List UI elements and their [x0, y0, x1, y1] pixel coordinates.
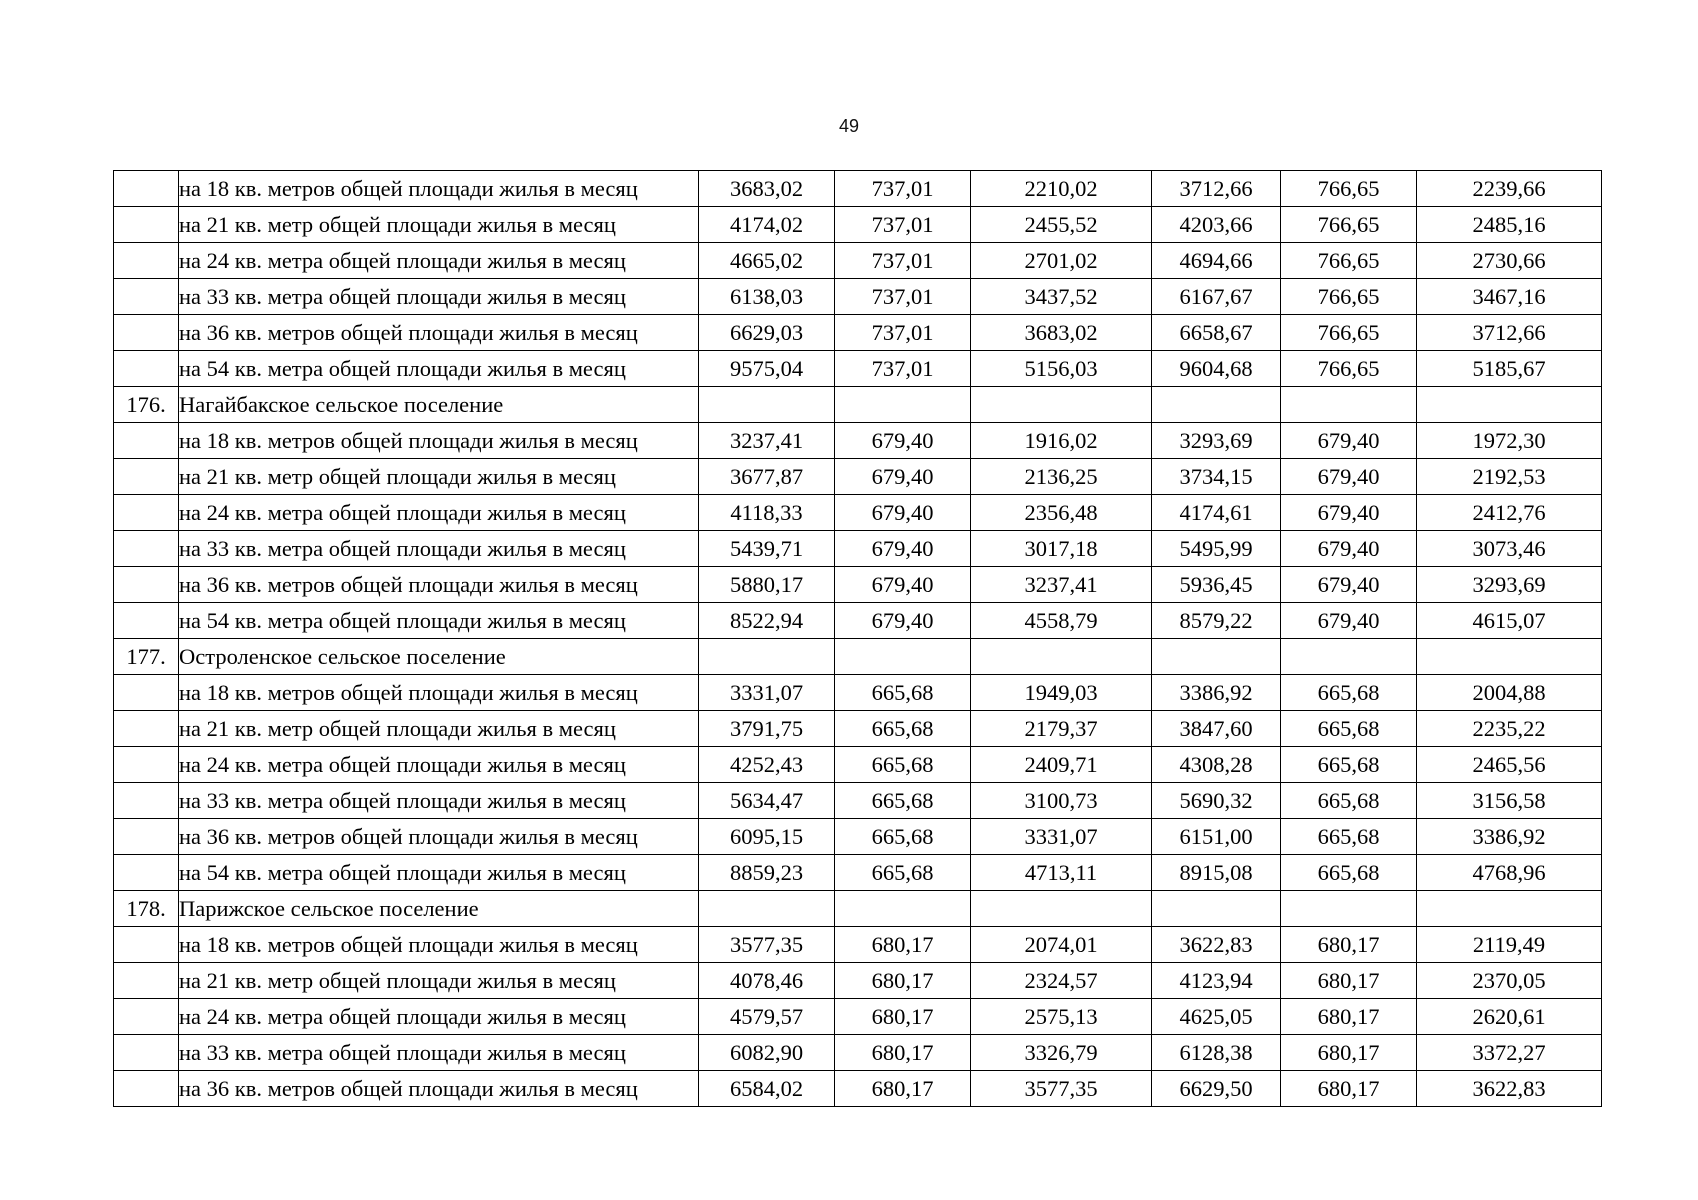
value-cell-col3: 3683,02	[971, 315, 1152, 351]
value-cell-col1: 4118,33	[699, 495, 835, 531]
value-cell-col2: 680,17	[835, 1035, 971, 1071]
row-number	[114, 351, 179, 387]
row-label: на 21 кв. метр общей площади жилья в месяц	[179, 207, 699, 243]
settlement-name: Парижское сельское поселение	[179, 891, 699, 927]
value-cell-col2	[835, 387, 971, 423]
table-row	[114, 819, 1602, 855]
row-label: на 18 кв. метров общей площади жилья в месяц	[179, 927, 699, 963]
value-cell-col4: 6629,50	[1152, 1071, 1281, 1107]
row-label: на 54 кв. метра общей площади жилья в месяц	[179, 603, 699, 639]
row-number: 177.	[114, 639, 179, 675]
value-cell-col2: 679,40	[835, 495, 971, 531]
value-cell-col5	[1281, 387, 1417, 423]
value-cell-col4: 3734,15	[1152, 459, 1281, 495]
value-cell-col3: 1916,02	[971, 423, 1152, 459]
value-cell-col1: 6095,15	[699, 819, 835, 855]
value-cell-col5: 679,40	[1281, 495, 1417, 531]
value-cell-col1: 3791,75	[699, 711, 835, 747]
value-cell-col1	[699, 639, 835, 675]
value-cell-col5: 766,65	[1281, 243, 1417, 279]
table-row	[114, 459, 1602, 495]
value-cell-col1: 9575,04	[699, 351, 835, 387]
row-label: на 36 кв. метров общей площади жилья в месяц	[179, 819, 699, 855]
value-cell-col4: 8915,08	[1152, 855, 1281, 891]
row-label: на 24 кв. метра общей площади жилья в месяц	[179, 747, 699, 783]
value-cell-col6	[1417, 639, 1602, 675]
table-row	[114, 243, 1602, 279]
value-cell-col3: 3331,07	[971, 819, 1152, 855]
value-cell-col5: 680,17	[1281, 1035, 1417, 1071]
value-cell-col1: 4174,02	[699, 207, 835, 243]
value-cell-col5: 679,40	[1281, 567, 1417, 603]
table-row	[114, 279, 1602, 315]
row-number	[114, 1035, 179, 1071]
row-number	[114, 747, 179, 783]
value-cell-col6: 3156,58	[1417, 783, 1602, 819]
tariff-table	[113, 170, 1602, 1107]
value-cell-col5: 680,17	[1281, 999, 1417, 1035]
value-cell-col5: 679,40	[1281, 531, 1417, 567]
value-cell-col5: 665,68	[1281, 675, 1417, 711]
value-cell-col2: 679,40	[835, 567, 971, 603]
value-cell-col2	[835, 639, 971, 675]
value-cell-col5: 679,40	[1281, 423, 1417, 459]
row-number	[114, 315, 179, 351]
row-number	[114, 243, 179, 279]
table-row	[114, 855, 1602, 891]
table-row	[114, 603, 1602, 639]
value-cell-col3: 2324,57	[971, 963, 1152, 999]
value-cell-col6	[1417, 387, 1602, 423]
value-cell-col2: 737,01	[835, 279, 971, 315]
value-cell-col5: 766,65	[1281, 279, 1417, 315]
value-cell-col6: 3372,27	[1417, 1035, 1602, 1071]
value-cell-col6: 3386,92	[1417, 819, 1602, 855]
table-row	[114, 567, 1602, 603]
value-cell-col4: 3386,92	[1152, 675, 1281, 711]
value-cell-col5: 766,65	[1281, 351, 1417, 387]
value-cell-col4: 3622,83	[1152, 927, 1281, 963]
value-cell-col4: 5936,45	[1152, 567, 1281, 603]
row-label: на 21 кв. метр общей площади жилья в месяц	[179, 459, 699, 495]
table-row	[114, 495, 1602, 531]
value-cell-col1: 3577,35	[699, 927, 835, 963]
settlement-row	[114, 891, 1602, 927]
value-cell-col1: 8859,23	[699, 855, 835, 891]
row-label: на 33 кв. метра общей площади жилья в месяц	[179, 1035, 699, 1071]
value-cell-col2: 665,68	[835, 747, 971, 783]
value-cell-col6: 2412,76	[1417, 495, 1602, 531]
row-label: на 33 кв. метра общей площади жилья в месяц	[179, 783, 699, 819]
value-cell-col5: 665,68	[1281, 855, 1417, 891]
value-cell-col1: 6138,03	[699, 279, 835, 315]
value-cell-col6: 1972,30	[1417, 423, 1602, 459]
value-cell-col1: 3331,07	[699, 675, 835, 711]
value-cell-col4: 3293,69	[1152, 423, 1281, 459]
value-cell-col6: 2239,66	[1417, 171, 1602, 207]
value-cell-col6: 4768,96	[1417, 855, 1602, 891]
table-row	[114, 927, 1602, 963]
value-cell-col3: 2074,01	[971, 927, 1152, 963]
value-cell-col4: 4625,05	[1152, 999, 1281, 1035]
settlement-row	[114, 639, 1602, 675]
row-number	[114, 459, 179, 495]
row-label: на 21 кв. метр общей площади жилья в месяц	[179, 711, 699, 747]
value-cell-col4: 5495,99	[1152, 531, 1281, 567]
value-cell-col1: 5439,71	[699, 531, 835, 567]
table-row	[114, 675, 1602, 711]
table-row	[114, 207, 1602, 243]
value-cell-col3: 3100,73	[971, 783, 1152, 819]
value-cell-col5: 766,65	[1281, 171, 1417, 207]
value-cell-col2: 737,01	[835, 243, 971, 279]
value-cell-col4: 4203,66	[1152, 207, 1281, 243]
value-cell-col3	[971, 639, 1152, 675]
row-label: на 33 кв. метра общей площади жилья в месяц	[179, 531, 699, 567]
row-number	[114, 711, 179, 747]
value-cell-col3: 3326,79	[971, 1035, 1152, 1071]
value-cell-col1: 3237,41	[699, 423, 835, 459]
value-cell-col6: 3622,83	[1417, 1071, 1602, 1107]
value-cell-col5: 680,17	[1281, 927, 1417, 963]
value-cell-col1	[699, 387, 835, 423]
row-number: 176.	[114, 387, 179, 423]
value-cell-col2: 680,17	[835, 927, 971, 963]
value-cell-col3: 5156,03	[971, 351, 1152, 387]
row-label: на 24 кв. метра общей площади жилья в месяц	[179, 243, 699, 279]
value-cell-col2: 665,68	[835, 711, 971, 747]
table-row	[114, 423, 1602, 459]
row-number	[114, 495, 179, 531]
value-cell-col4: 4694,66	[1152, 243, 1281, 279]
row-number	[114, 171, 179, 207]
table-row	[114, 1035, 1602, 1071]
value-cell-col3: 2575,13	[971, 999, 1152, 1035]
row-number	[114, 423, 179, 459]
row-number: 178.	[114, 891, 179, 927]
value-cell-col5: 680,17	[1281, 1071, 1417, 1107]
value-cell-col2: 679,40	[835, 531, 971, 567]
value-cell-col4: 3847,60	[1152, 711, 1281, 747]
table-row	[114, 999, 1602, 1035]
value-cell-col6: 3073,46	[1417, 531, 1602, 567]
value-cell-col1: 6082,90	[699, 1035, 835, 1071]
value-cell-col3: 2179,37	[971, 711, 1152, 747]
value-cell-col5: 665,68	[1281, 711, 1417, 747]
value-cell-col5: 766,65	[1281, 315, 1417, 351]
row-number	[114, 603, 179, 639]
row-label: на 54 кв. метра общей площади жилья в месяц	[179, 351, 699, 387]
value-cell-col1	[699, 891, 835, 927]
row-number	[114, 567, 179, 603]
value-cell-col2: 679,40	[835, 603, 971, 639]
value-cell-col1: 6584,02	[699, 1071, 835, 1107]
value-cell-col4: 9604,68	[1152, 351, 1281, 387]
row-number	[114, 963, 179, 999]
value-cell-col2: 737,01	[835, 315, 971, 351]
value-cell-col4: 6167,67	[1152, 279, 1281, 315]
value-cell-col6: 2119,49	[1417, 927, 1602, 963]
value-cell-col2: 680,17	[835, 963, 971, 999]
value-cell-col6: 2620,61	[1417, 999, 1602, 1035]
value-cell-col2: 680,17	[835, 999, 971, 1035]
value-cell-col2: 665,68	[835, 783, 971, 819]
table-row	[114, 747, 1602, 783]
value-cell-col6: 2730,66	[1417, 243, 1602, 279]
row-number	[114, 675, 179, 711]
value-cell-col1: 8522,94	[699, 603, 835, 639]
value-cell-col4	[1152, 639, 1281, 675]
value-cell-col3: 2701,02	[971, 243, 1152, 279]
value-cell-col4: 6151,00	[1152, 819, 1281, 855]
value-cell-col4: 8579,22	[1152, 603, 1281, 639]
value-cell-col5: 665,68	[1281, 819, 1417, 855]
value-cell-col1: 6629,03	[699, 315, 835, 351]
value-cell-col4	[1152, 891, 1281, 927]
value-cell-col3: 2409,71	[971, 747, 1152, 783]
row-label: на 36 кв. метров общей площади жилья в месяц	[179, 567, 699, 603]
value-cell-col2: 665,68	[835, 675, 971, 711]
value-cell-col4: 4174,61	[1152, 495, 1281, 531]
value-cell-col2: 737,01	[835, 351, 971, 387]
value-cell-col5: 680,17	[1281, 963, 1417, 999]
row-number	[114, 783, 179, 819]
table-row	[114, 1071, 1602, 1107]
value-cell-col5: 679,40	[1281, 603, 1417, 639]
value-cell-col1: 4665,02	[699, 243, 835, 279]
table-row	[114, 783, 1602, 819]
value-cell-col3: 2210,02	[971, 171, 1152, 207]
table-row	[114, 711, 1602, 747]
value-cell-col6: 3467,16	[1417, 279, 1602, 315]
value-cell-col6: 2192,53	[1417, 459, 1602, 495]
value-cell-col6: 3293,69	[1417, 567, 1602, 603]
row-label: на 18 кв. метров общей площади жилья в месяц	[179, 423, 699, 459]
settlement-name: Нагайбакское сельское поселение	[179, 387, 699, 423]
value-cell-col2: 737,01	[835, 171, 971, 207]
value-cell-col6: 2004,88	[1417, 675, 1602, 711]
row-label: на 24 кв. метра общей площади жилья в месяц	[179, 495, 699, 531]
row-label: на 33 кв. метра общей площади жилья в месяц	[179, 279, 699, 315]
settlement-name: Остроленское сельское поселение	[179, 639, 699, 675]
table-row	[114, 963, 1602, 999]
row-label: на 21 кв. метр общей площади жилья в месяц	[179, 963, 699, 999]
row-number	[114, 279, 179, 315]
value-cell-col6: 5185,67	[1417, 351, 1602, 387]
value-cell-col5	[1281, 639, 1417, 675]
row-number	[114, 855, 179, 891]
value-cell-col3: 4713,11	[971, 855, 1152, 891]
value-cell-col6: 2235,22	[1417, 711, 1602, 747]
row-number	[114, 1071, 179, 1107]
value-cell-col1: 5634,47	[699, 783, 835, 819]
value-cell-col2: 737,01	[835, 207, 971, 243]
row-number	[114, 531, 179, 567]
value-cell-col3: 3237,41	[971, 567, 1152, 603]
row-label: на 54 кв. метра общей площади жилья в месяц	[179, 855, 699, 891]
value-cell-col1: 4078,46	[699, 963, 835, 999]
row-number	[114, 927, 179, 963]
row-label: на 18 кв. метров общей площади жилья в месяц	[179, 675, 699, 711]
value-cell-col3: 2455,52	[971, 207, 1152, 243]
value-cell-col1: 3677,87	[699, 459, 835, 495]
value-cell-col3: 3437,52	[971, 279, 1152, 315]
row-number	[114, 207, 179, 243]
value-cell-col2: 665,68	[835, 855, 971, 891]
value-cell-col3	[971, 891, 1152, 927]
value-cell-col6: 2370,05	[1417, 963, 1602, 999]
value-cell-col4: 5690,32	[1152, 783, 1281, 819]
row-number	[114, 819, 179, 855]
table-row	[114, 531, 1602, 567]
value-cell-col6: 4615,07	[1417, 603, 1602, 639]
value-cell-col4	[1152, 387, 1281, 423]
value-cell-col6: 2465,56	[1417, 747, 1602, 783]
value-cell-col3: 3017,18	[971, 531, 1152, 567]
table-row	[114, 351, 1602, 387]
value-cell-col4: 4123,94	[1152, 963, 1281, 999]
value-cell-col3: 1949,03	[971, 675, 1152, 711]
page-number: 49	[838, 116, 860, 136]
value-cell-col1: 4579,57	[699, 999, 835, 1035]
row-label: на 18 кв. метров общей площади жилья в месяц	[179, 171, 699, 207]
value-cell-col5: 679,40	[1281, 459, 1417, 495]
value-cell-col5: 665,68	[1281, 747, 1417, 783]
value-cell-col1: 4252,43	[699, 747, 835, 783]
value-cell-col3: 3577,35	[971, 1071, 1152, 1107]
value-cell-col3: 2356,48	[971, 495, 1152, 531]
value-cell-col4: 3712,66	[1152, 171, 1281, 207]
row-label: на 24 кв. метра общей площади жилья в месяц	[179, 999, 699, 1035]
value-cell-col5: 766,65	[1281, 207, 1417, 243]
row-number	[114, 999, 179, 1035]
value-cell-col3: 4558,79	[971, 603, 1152, 639]
value-cell-col1: 3683,02	[699, 171, 835, 207]
value-cell-col4: 4308,28	[1152, 747, 1281, 783]
value-cell-col3: 2136,25	[971, 459, 1152, 495]
value-cell-col6: 2485,16	[1417, 207, 1602, 243]
row-label: на 36 кв. метров общей площади жилья в месяц	[179, 1071, 699, 1107]
table-row	[114, 315, 1602, 351]
row-label: на 36 кв. метров общей площади жилья в месяц	[179, 315, 699, 351]
value-cell-col2: 665,68	[835, 819, 971, 855]
table-row	[114, 171, 1602, 207]
value-cell-col6	[1417, 891, 1602, 927]
value-cell-col5	[1281, 891, 1417, 927]
value-cell-col3	[971, 387, 1152, 423]
value-cell-col5: 665,68	[1281, 783, 1417, 819]
settlement-row	[114, 387, 1602, 423]
value-cell-col2	[835, 891, 971, 927]
value-cell-col2: 679,40	[835, 423, 971, 459]
value-cell-col2: 679,40	[835, 459, 971, 495]
value-cell-col2: 680,17	[835, 1071, 971, 1107]
value-cell-col4: 6658,67	[1152, 315, 1281, 351]
value-cell-col1: 5880,17	[699, 567, 835, 603]
value-cell-col6: 3712,66	[1417, 315, 1602, 351]
value-cell-col4: 6128,38	[1152, 1035, 1281, 1071]
